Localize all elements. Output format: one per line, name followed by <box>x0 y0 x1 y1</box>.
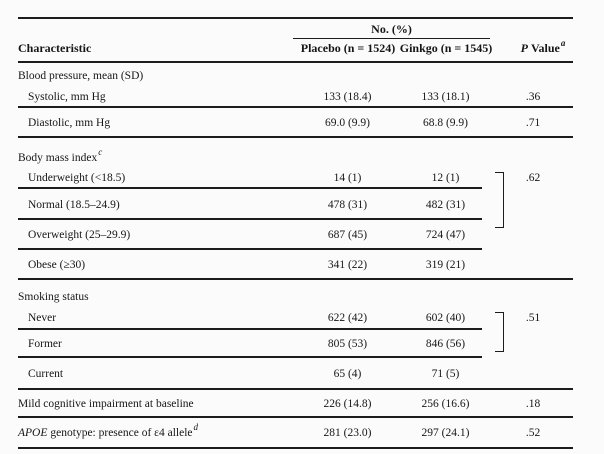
row-label: Systolic, mm Hg <box>28 90 106 103</box>
ginkgo-value: 297 (24.1) <box>421 426 470 439</box>
column-header-characteristic: Characteristic <box>18 41 92 55</box>
section-label <box>18 147 103 167</box>
ginkgo-value: 319 (21) <box>425 259 466 271</box>
ginkgo-value: 724 (47) <box>425 229 466 241</box>
section-row-smoking-status <box>18 280 573 306</box>
smoking-group-bracket-icon <box>495 312 504 352</box>
ginkgo-value: 133 (18.1) <box>421 90 470 103</box>
baseline-characteristics-table <box>18 17 573 449</box>
p-value: .52 <box>525 426 541 439</box>
bmi-group-bracket-icon <box>495 172 504 228</box>
row-label: Diastolic, mm Hg <box>28 117 111 129</box>
footnote-marker-d: d <box>193 421 199 432</box>
table-row-apoe-genotype <box>18 418 573 447</box>
table-row-current <box>18 358 573 390</box>
table-header <box>18 19 573 63</box>
table-row-mild-cognitive-impairment <box>18 390 573 418</box>
group-header-no-pct: No. (%) <box>293 22 490 39</box>
p-value: .51 <box>525 312 541 324</box>
section-row-body-mass-index <box>18 138 573 167</box>
placebo-value: 341 (22) <box>327 259 368 271</box>
placebo-value: 226 (14.8) <box>323 398 372 410</box>
row-label: Overweight (25–29.9) <box>28 229 131 241</box>
placebo-value: 65 (4) <box>333 368 362 380</box>
row-label-text: genotype: presence of ε4 allele <box>50 426 193 439</box>
row-label: Obese (≥30) <box>28 259 86 271</box>
ginkgo-value: 12 (1) <box>431 172 460 184</box>
ginkgo-value: 846 (56) <box>425 338 466 350</box>
column-header-ginkgo: Ginkgo (n = 1545) <box>399 41 493 55</box>
row-label: Former <box>28 338 62 350</box>
row-label: Current <box>28 368 64 380</box>
placebo-value: 805 (53) <box>327 338 368 350</box>
p-value: .62 <box>525 172 541 184</box>
footnote-marker-c: c <box>98 147 103 158</box>
placebo-value: 133 (18.4) <box>323 90 372 103</box>
ginkgo-value: 256 (16.6) <box>421 398 470 410</box>
placebo-value: 622 (42) <box>327 312 368 324</box>
table-row-former <box>18 330 573 358</box>
table-row-systolic <box>18 85 573 108</box>
placebo-value: 687 (45) <box>327 229 368 241</box>
placebo-value: 14 (1) <box>333 172 362 184</box>
row-label: Never <box>28 312 57 324</box>
placebo-value: 281 (23.0) <box>323 426 372 439</box>
section-row-blood-pressure <box>18 63 573 85</box>
apoe-italic-text: APOE <box>18 426 48 439</box>
p-value-label: Value <box>530 41 560 55</box>
row-label <box>18 421 199 439</box>
table-row-diastolic <box>18 108 573 138</box>
table-row-overweight <box>18 220 573 250</box>
placebo-value: 478 (31) <box>327 198 368 211</box>
p-value-italic-p: P <box>520 41 528 55</box>
table-row-normal <box>18 189 573 220</box>
placebo-value: 69.0 (9.9) <box>324 117 371 129</box>
row-label: Normal (18.5–24.9) <box>28 198 120 211</box>
section-label: Smoking status <box>18 291 89 303</box>
row-label: Mild cognitive impairment at baseline <box>18 398 194 410</box>
section-label: Blood pressure, mean (SD) <box>18 70 144 82</box>
section-label-text: Body mass index <box>18 152 98 164</box>
p-value: .36 <box>525 90 541 103</box>
p-value: .71 <box>525 117 541 129</box>
table-row-obese <box>18 250 573 280</box>
column-header-p-value <box>498 38 588 56</box>
table-row-never <box>18 306 573 330</box>
ginkgo-value: 482 (31) <box>425 198 466 211</box>
ginkgo-value: 602 (40) <box>425 312 466 324</box>
column-header-placebo: Placebo (n = 1524) <box>300 41 396 55</box>
p-value: .18 <box>525 398 541 410</box>
footnote-marker-a: a <box>560 38 566 48</box>
ginkgo-value: 71 (5) <box>431 368 460 380</box>
table-row-underweight <box>18 167 573 189</box>
ginkgo-value: 68.8 (9.9) <box>422 117 469 129</box>
row-label: Underweight (<18.5) <box>28 172 126 184</box>
